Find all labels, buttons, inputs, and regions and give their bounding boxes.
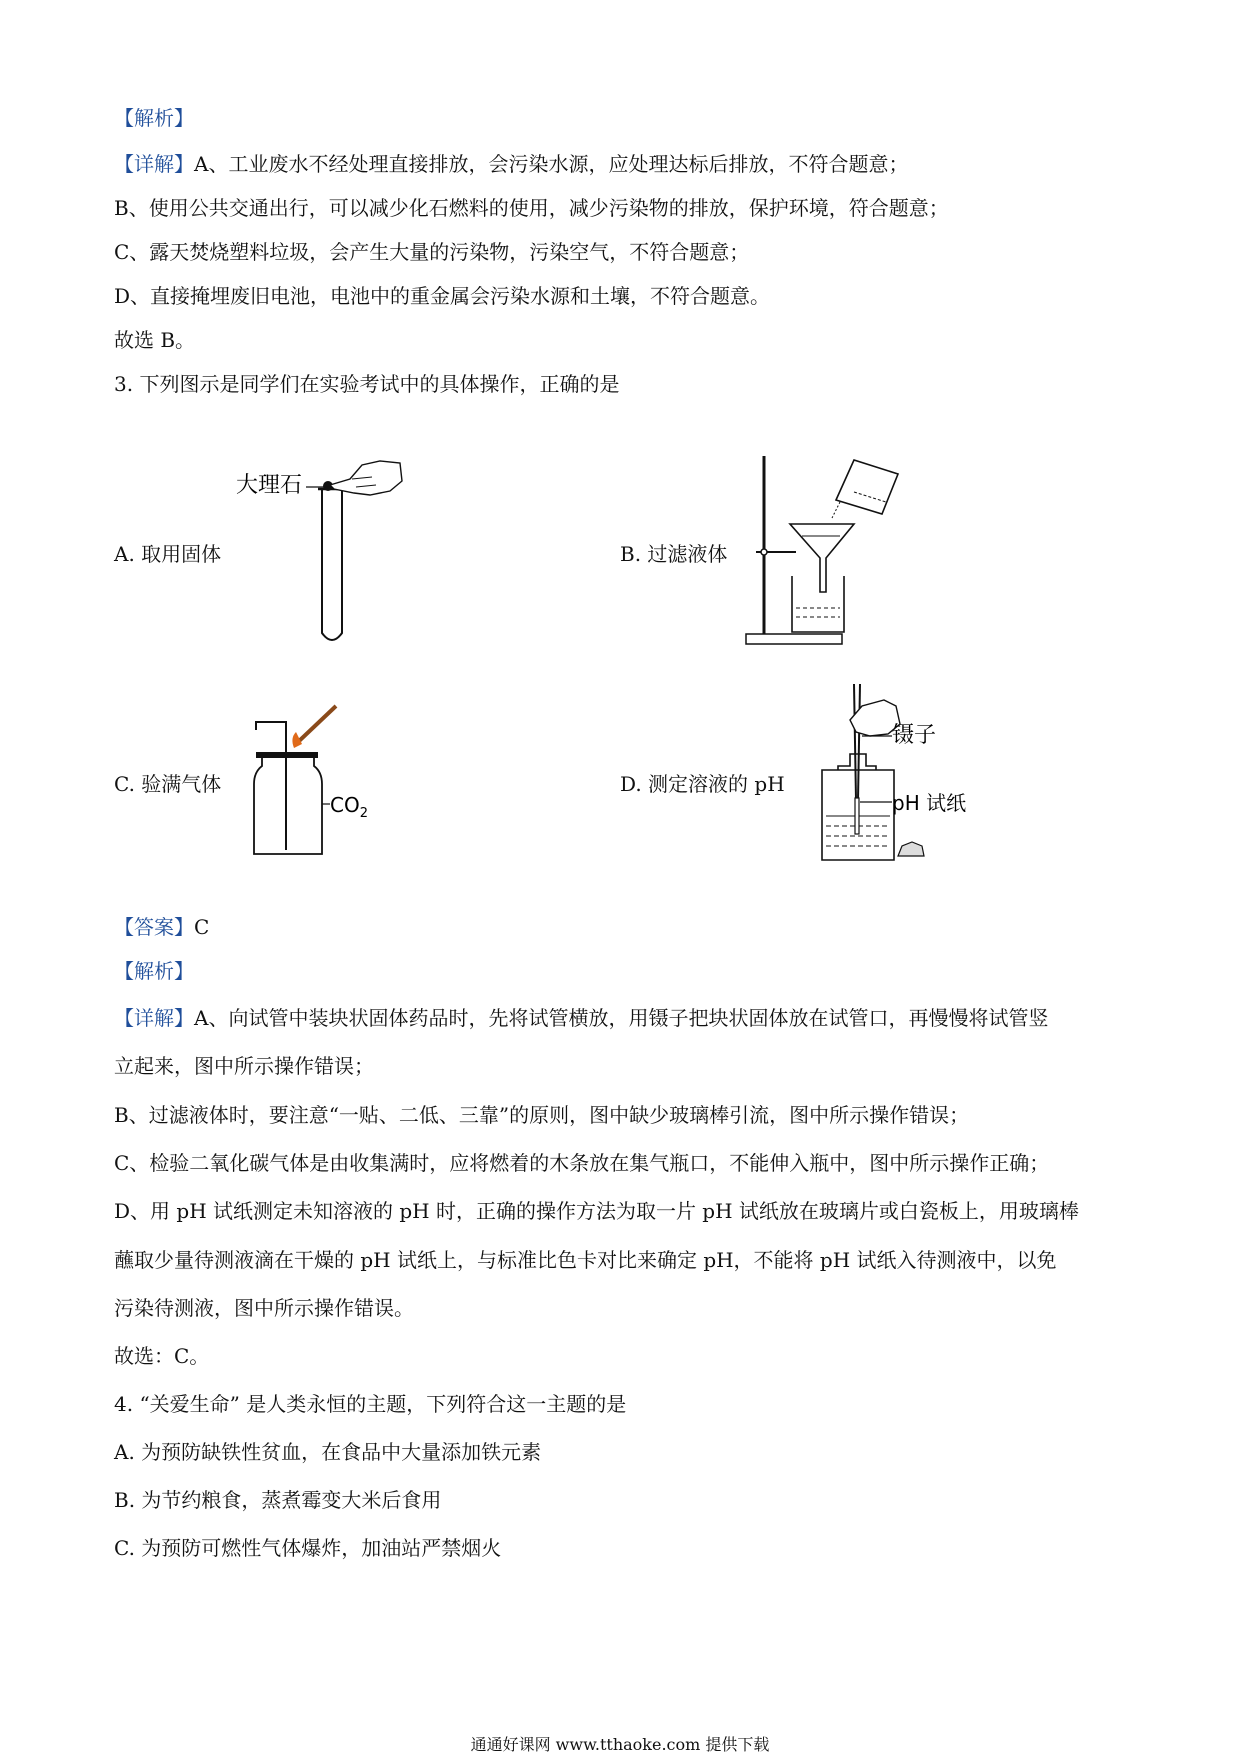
bottle-neck: [838, 754, 876, 770]
q3-detail-a1-text: A、向试管中装块状固体药品时，先将试管横放，用镊子把块状固体放在试管口，再慢慢将试管竖: [194, 1006, 1049, 1030]
q3-detail-d3: 污染待测液，图中所示操作错误。: [114, 1296, 414, 1320]
option-a-label: A. 取用固体: [114, 542, 222, 566]
q3-choose-line: 故选：C。: [114, 1344, 210, 1368]
q3-detail-a2: 立起来，图中所示操作错误；: [114, 1054, 374, 1078]
detail-line-b: B、使用公共交通出行，可以减少化石燃料的使用，减少污染物的排放，保护环境，符合题意；: [114, 196, 949, 220]
ph-paper-strip: [855, 798, 859, 834]
jar-lid: [256, 752, 318, 758]
marble-label: 大理石: [236, 473, 303, 498]
co2-label: $CO_2$: [330, 793, 368, 821]
analysis-tag: 【解析】: [114, 106, 194, 130]
beaker: [792, 576, 844, 632]
detail-line-a: [114, 150, 908, 178]
question-4-stem: 4. “关爱生命” 是人类永恒的主题，下列符合这一主题的是: [114, 1392, 627, 1416]
q4-option-c: C. 为预防可燃性气体爆炸，加油站严禁烟火: [114, 1536, 502, 1560]
q3-detail-a1: [114, 1004, 1048, 1032]
figure-a-test-tube: [230, 455, 410, 650]
wooden-splint: [298, 706, 336, 742]
detail-line-c: C、露天焚烧塑料垃圾，会产生大量的污染物，污染空气，不符合题意；: [114, 240, 750, 264]
stand-base: [746, 634, 842, 644]
clamp-screw: [761, 549, 767, 555]
test-tube: [322, 489, 342, 640]
answer-line: [114, 913, 209, 941]
q4-option-b: B. 为节约粮食，蒸煮霉变大米后食用: [114, 1488, 442, 1512]
figure-b-filtration: [736, 452, 906, 654]
q3-detail-b: B、过滤液体时，要注意“一贴、二低、三靠”的原则，图中缺少玻璃棒引流，图中所示操作错误；: [114, 1103, 970, 1127]
option-b-label: B. 过滤液体: [620, 542, 728, 566]
analysis-tag-2: 【解析】: [114, 959, 194, 983]
q4-option-a: A. 为预防缺铁性贫血，在食品中大量添加铁元素: [114, 1440, 542, 1464]
q3-detail-d2: 蘸取少量待测液滴在干燥的 pH 试纸上，与标准比色卡对比来确定 pH，不能将 pH 试纸入待测液中，以免: [114, 1248, 1057, 1272]
option-c-label: C. 验满气体: [114, 772, 222, 796]
ph-paper-label: pH 试纸: [892, 791, 967, 815]
detail-tag: 【详解】: [114, 152, 194, 176]
tweezers-label: 镊子: [892, 723, 937, 748]
q3-detail-c: C、检验二氧化碳气体是由收集满时，应将燃着的木条放在集气瓶口，不能伸入瓶中，图中所示操作正确；: [114, 1151, 1050, 1175]
q3-detail-d1: D、用 pH 试纸测定未知溶液的 pH 时，正确的操作方法为取一片 pH 试纸放在玻璃片或白瓷板上，用玻璃棒: [114, 1199, 1079, 1223]
page-footer: 通通好课网 www.tthaoke.com 提供下载: [470, 1735, 770, 1754]
detail-line-d: D、直接掩埋废旧电池，电池中的重金属会污染水源和土壤，不符合题意。: [114, 284, 771, 308]
delivery-tube: [256, 722, 286, 850]
answer-tag: 【答案】: [114, 915, 194, 939]
option-d-label: D. 测定溶液的 pH: [620, 772, 785, 796]
choose-line: 故选 B。: [114, 328, 196, 352]
bottle-stopper: [898, 842, 924, 856]
detail-tag-2: 【详解】: [114, 1006, 194, 1030]
figure-c-gas-jar: [250, 700, 370, 860]
pouring-beaker: [836, 460, 898, 514]
figure-d-ph-test: [800, 680, 980, 865]
gas-jar: [254, 758, 322, 854]
question-3-stem: 3. 下列图示是同学们在实验考试中的具体操作，正确的是: [114, 372, 620, 396]
detail-text-a: A、工业废水不经处理直接排放，会污染水源，应处理达标后排放，不符合题意；: [194, 152, 909, 176]
pour-stream: [832, 502, 840, 518]
answer-value: C: [194, 915, 210, 939]
